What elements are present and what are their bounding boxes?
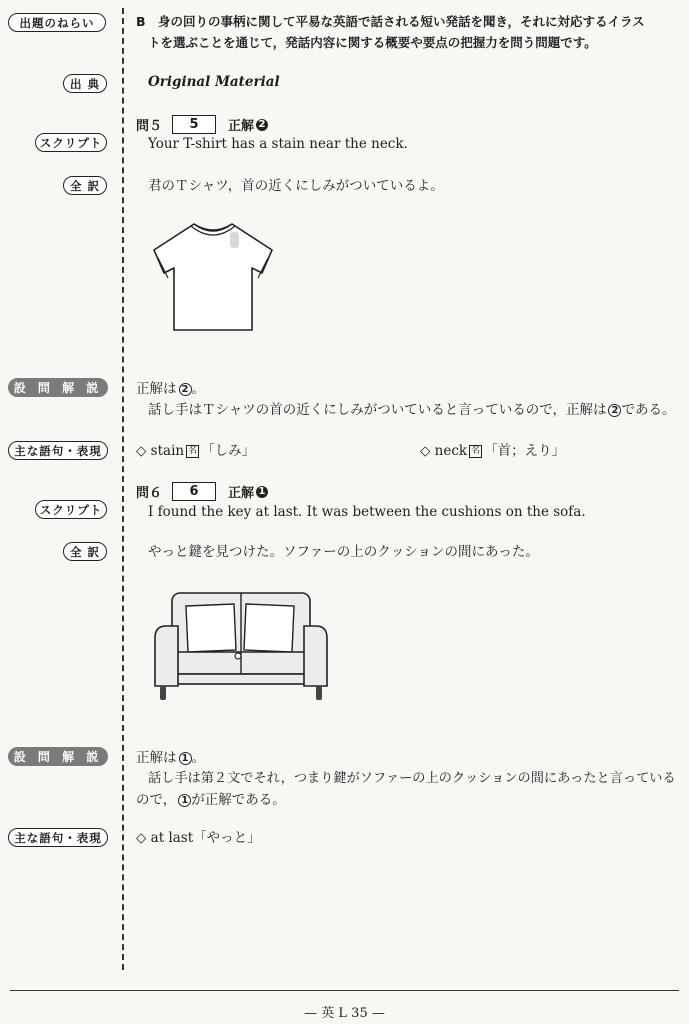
answer-circle: 2: [179, 383, 192, 396]
question-6-number-box: 6: [172, 482, 216, 501]
question-5-answer-label: 正解: [228, 119, 255, 134]
question-5-explanation-line-1: [136, 378, 205, 400]
section-divider: [122, 8, 124, 970]
explanation-text: 。: [191, 381, 205, 397]
label-script-q6: スクリプト: [35, 500, 107, 519]
question-6-header: [136, 482, 268, 501]
label-explanation-q6: 設 問 解 説: [8, 747, 108, 766]
sofa-illustration: [152, 590, 330, 708]
explanation-text: 正解は: [136, 750, 177, 766]
phrase-at-last: ◇ at last「やっと」: [136, 830, 261, 846]
tshirt-illustration: [150, 218, 276, 334]
question-6-explanation-line-2: 話し手は第２文でそれ，つまり鍵がソファーの上のクッションの間にあったと言っている: [148, 771, 676, 786]
stain-mark: [230, 232, 239, 248]
answer-circle: 1: [179, 752, 192, 765]
phrase-meaning: 「首；えり」: [484, 443, 566, 459]
question-6-answer-label: 正解: [228, 486, 255, 501]
footer-rule: [10, 990, 679, 991]
question-5-script: Your T-shirt has a stain near the neck.: [148, 136, 408, 152]
aim-line-1: B 身の回りの事柄に関して平易な英語で話される短い発話を聞き，それに対応するイラス: [136, 14, 645, 29]
phrase-word: ◇ stain: [136, 443, 185, 459]
part-of-speech-badge: 名: [188, 446, 198, 456]
question-6-answer-circle: 1: [256, 486, 268, 498]
label-phrases-q6: 主な語句・表現: [8, 828, 108, 847]
question-6-translation: やっと鍵を見つけた。ソファーの上のクッションの間にあった。: [148, 544, 539, 560]
explanation-text: である。: [621, 402, 676, 418]
explanation-text: 正解は: [136, 381, 177, 397]
explanation-text: が正解である。: [191, 792, 286, 808]
aim-line-2: トを選ぶことを通じて，発話内容に関する概要や要点の把握力を問う問題です。: [148, 35, 597, 50]
label-aim: 出題のねらい: [8, 13, 106, 32]
label-source: 出 典: [63, 74, 107, 93]
question-5-answer-circle: 2: [256, 119, 268, 131]
phrase-word: ◇ neck: [420, 443, 468, 459]
answer-circle: 1: [178, 794, 191, 807]
phrase-meaning: 「しみ」: [201, 443, 256, 459]
label-phrases-q5: 主な語句・表現: [8, 441, 108, 460]
question-5-header: [136, 115, 268, 134]
page-number: — 英 L 35 —: [304, 1006, 385, 1021]
source-text: Original Material: [148, 74, 280, 90]
explanation-text: 話し手はＴシャツの首の近くにしみがついていると言っているので，正解は: [148, 402, 607, 418]
label-script-q5: スクリプト: [35, 133, 107, 152]
question-5-explanation-line-2: [148, 399, 675, 421]
question-6-explanation-line-3: [136, 789, 286, 811]
question-5-translation: 君のＴシャツ，首の近くにしみがついているよ。: [148, 178, 444, 194]
explanation-text: ので，: [136, 792, 177, 808]
phrase-neck: [420, 440, 565, 462]
question-5-number-box: 5: [172, 115, 216, 134]
label-explanation-q5: 設 問 解 説: [8, 378, 108, 397]
key-mark: [235, 653, 241, 659]
question-6-explanation-line-1: [136, 747, 205, 769]
label-translation-q6: 全 訳: [63, 542, 107, 561]
explanation-text: 。: [191, 750, 205, 766]
question-5-prefix: 問５: [136, 119, 163, 134]
phrase-stain: [136, 440, 255, 462]
question-6-script: I found the key at last. It was between the cushions on the sofa.: [148, 504, 586, 520]
answer-circle: 2: [608, 404, 621, 417]
part-of-speech-badge: 名: [471, 446, 481, 456]
label-translation-q5: 全 訳: [63, 176, 107, 195]
question-6-prefix: 問６: [136, 486, 163, 501]
